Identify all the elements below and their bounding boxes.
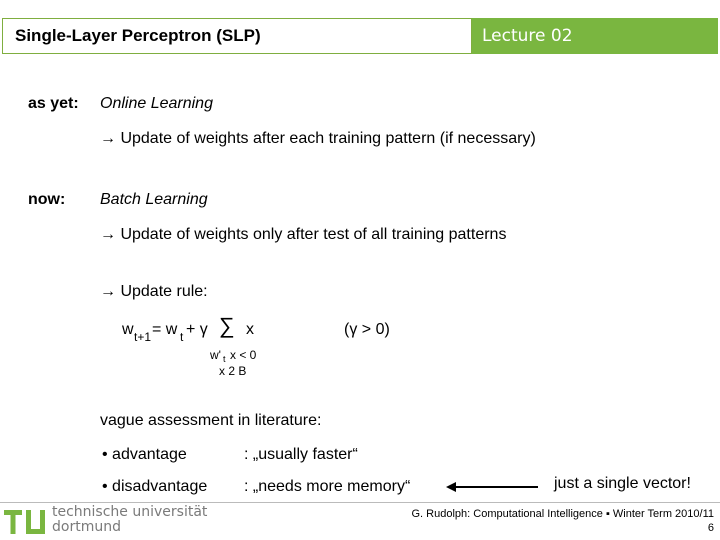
tu-logo-icon	[2, 504, 50, 538]
lecture-box	[472, 18, 718, 54]
university-line-1: technische universität	[52, 504, 208, 520]
sum-cond-w-sub: t	[223, 354, 226, 364]
advantage-label: • advantage	[102, 446, 187, 463]
formula-plus-gamma: + γ	[186, 321, 208, 338]
title-bar	[0, 18, 720, 54]
disadvantage-label: • disadvantage	[102, 478, 208, 495]
sum-cond-membership: x 2 B	[219, 364, 247, 378]
university-name	[52, 505, 207, 535]
as-yet-label: as yet:	[28, 95, 79, 112]
page-number: 6	[707, 522, 714, 534]
formula-w: w	[122, 321, 134, 338]
footer-credit	[412, 507, 715, 535]
advantage-value: : „usually faster“	[244, 446, 358, 463]
footer-divider	[0, 502, 720, 503]
online-arrow-text: → Update of weights after each training pattern (if necessary)	[100, 130, 536, 147]
formula-x: x	[246, 321, 254, 338]
formula-sub-t1: t+1	[134, 330, 152, 344]
lecture-label: Lecture 02	[482, 26, 573, 46]
sum-cond-w: w'	[210, 348, 221, 362]
page-title: Single-Layer Perceptron (SLP)	[15, 26, 261, 45]
batch-arrow-text: → Update of weights only after test of all training patterns	[100, 226, 507, 243]
university-line-2: dortmund	[52, 519, 121, 535]
note-text: just a single vector!	[554, 475, 691, 492]
sigma-symbol: ∑	[219, 313, 235, 338]
arrow-shaft	[452, 486, 538, 488]
formula-sub-t: t	[180, 330, 184, 344]
as-yet-value: Online Learning	[100, 95, 213, 112]
sum-cond-inequality: x < 0	[230, 348, 257, 362]
vague-assessment-text: vague assessment in literature:	[100, 412, 322, 429]
title-box	[2, 18, 472, 54]
update-rule-text: → Update rule:	[100, 283, 208, 300]
now-value: Batch Learning	[100, 191, 208, 208]
credit-line: G. Rudolph: Computational Intelligence ▪ Winter Term 2010/11	[411, 508, 714, 520]
disadvantage-value: : „needs more memory“	[244, 478, 411, 495]
formula-eq: = w	[152, 321, 178, 338]
now-label: now:	[28, 191, 66, 208]
formula-condition: (γ > 0)	[344, 321, 390, 338]
